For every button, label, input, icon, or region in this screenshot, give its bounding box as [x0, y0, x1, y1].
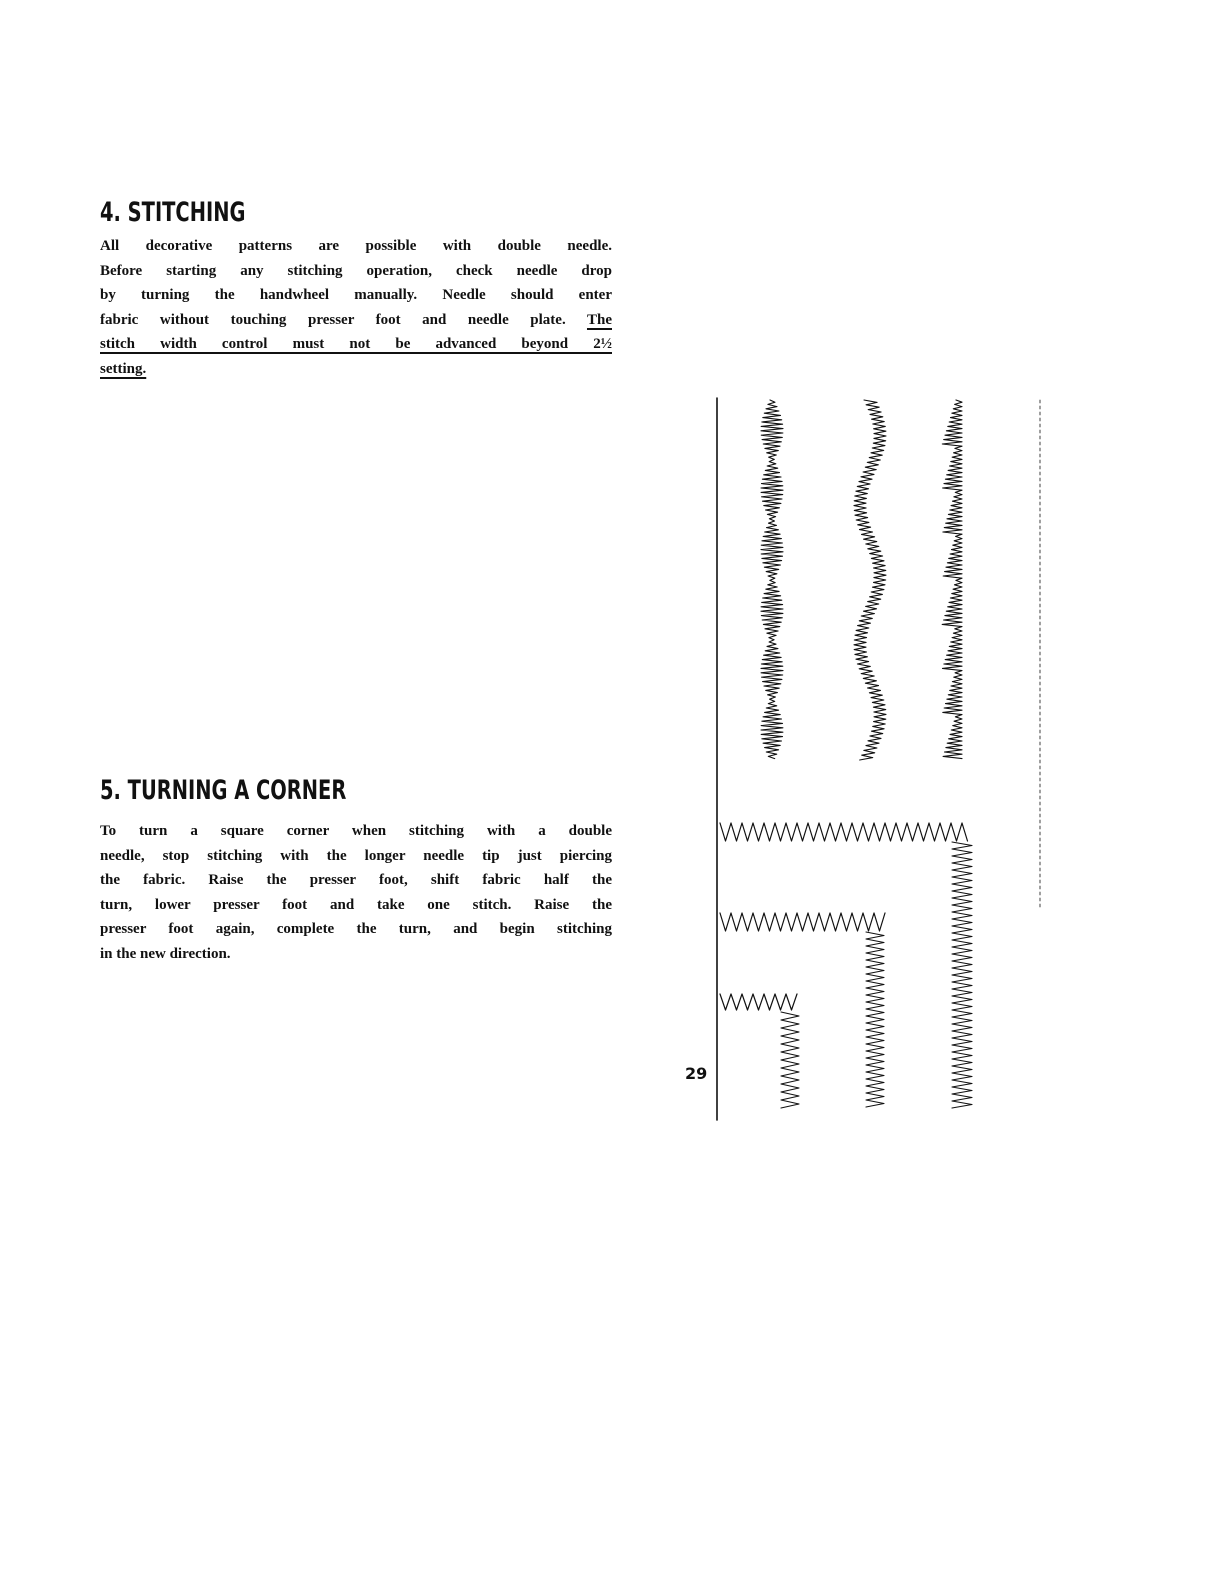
decorative-stitch-column-3	[942, 400, 962, 759]
corner-line-5: presser foot again, complete the turn, and begin stitching	[100, 921, 612, 937]
corner-stitch-small-vertical	[781, 1012, 799, 1108]
stitching-line-2: Before starting any stitching operation, check needle drop	[100, 262, 612, 279]
turning-corner-paragraph	[100, 819, 612, 966]
corner-stitch-large-vertical	[952, 842, 972, 1108]
stitching-paragraph	[100, 234, 612, 381]
stitching-warning-start: The	[586, 311, 612, 328]
corner-stitch-large-horizontal	[720, 823, 968, 841]
corner-stitch-medium-vertical	[866, 932, 884, 1107]
corner-line-1: To turn a square corner when stitching with a double	[100, 823, 612, 839]
section-heading-turning-corner: 5. TURNING A CORNER	[100, 775, 347, 806]
corner-line-3: the fabric. Raise the presser foot, shift fabric half the	[100, 872, 612, 888]
stitching-line-3: by turning the handwheel manually. Needle should enter	[100, 287, 612, 303]
corner-line-6: in the new direction.	[100, 945, 231, 962]
stitch-illustration	[690, 390, 1060, 1130]
decorative-stitch-column-1	[761, 400, 783, 759]
decorative-stitch-column-2	[854, 400, 886, 760]
stitching-warning-line: stitch width control must not be advanced beyond 2½	[100, 336, 612, 352]
page-number: 29	[685, 1064, 708, 1083]
corner-line-4: turn, lower presser foot and take one stitch. Raise the	[100, 896, 612, 913]
corner-stitch-small-horizontal	[720, 994, 797, 1010]
stitching-line-4	[100, 308, 612, 333]
stitching-line-4-text: fabric without touching presser foot and needle plate.	[100, 311, 566, 328]
section-heading-stitching: 4. STITCHING	[100, 197, 246, 228]
corner-stitch-medium-horizontal	[720, 913, 885, 931]
stitching-warning-end: setting.	[100, 360, 147, 377]
stitching-line-1: All decorative patterns are possible with double needle.	[100, 238, 612, 254]
corner-line-2: needle, stop stitching with the longer needle tip just piercing	[100, 847, 612, 864]
